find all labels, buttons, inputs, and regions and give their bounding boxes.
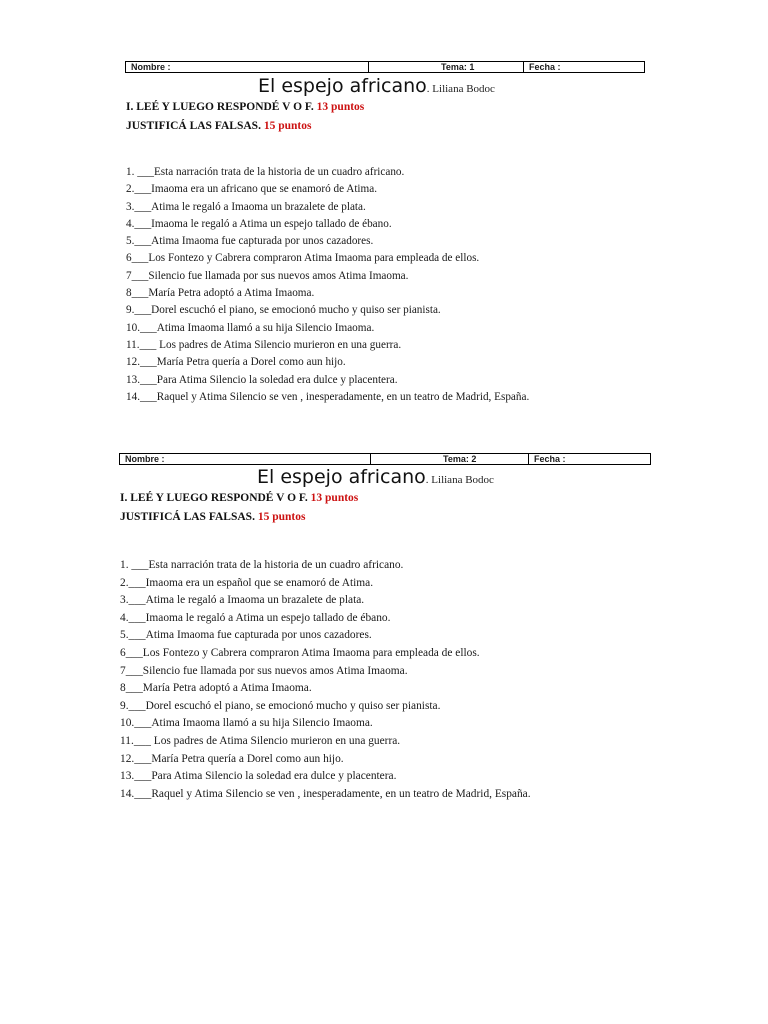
points-badge: 15 puntos	[257, 511, 306, 523]
instruction-justify	[120, 511, 305, 523]
name-field[interactable]: Nombre :	[131, 62, 171, 72]
question-item: 1. ___Esta narración trata de la historia de un cuadro africano.	[126, 166, 405, 178]
question-item: 7___Silencio fue llamada por sus nuevos amos Atima Imaoma.	[126, 269, 409, 282]
page-title: El espejo africano	[258, 75, 427, 97]
question-item: 11.___ Los padres de Atima Silencio murieron en una guerra.	[126, 338, 402, 351]
question-item: 13.___Para Atima Silencio la soledad era dulce y placentera.	[126, 373, 398, 386]
question-item: 13.___Para Atima Silencio la soledad era dulce y placentera.	[120, 770, 397, 783]
question-item: 11.___ Los padres de Atima Silencio murieron en una guerra.	[120, 734, 401, 747]
points-badge: 13 puntos	[310, 492, 359, 504]
question-item: 7___Silencio fue llamada por sus nuevos amos Atima Imaoma.	[120, 664, 408, 677]
question-item: 10.___Atima Imaoma llamó a su hija Silencio Imaoma.	[120, 717, 373, 730]
question-item: 3.___Atima le regaló a Imaoma un brazalete de plata.	[126, 200, 366, 213]
question-item: 8___María Petra adoptó a Atima Imaoma.	[120, 682, 312, 695]
question-item: 1. ___Esta narración trata de la historia de un cuadro africano.	[120, 559, 404, 571]
question-item: 12.___María Petra quería a Dorel como aun hijo.	[126, 356, 346, 369]
author-name: . Liliana Bodoc	[425, 474, 494, 486]
question-item: 9.___Dorel escuchó el piano, se emocionó mucho y quiso ser pianista.	[126, 304, 441, 317]
instruction-text: I. LEÉ Y LUEGO RESPONDÉ V O F.	[126, 101, 314, 113]
question-item: 6___Los Fontezo y Cabrera compraron Atima Imaoma para empleada de ellos.	[120, 646, 480, 659]
question-item: 12.___María Petra quería a Dorel como aun hijo.	[120, 752, 344, 765]
tema-label: Tema: 1	[368, 62, 523, 72]
question-list	[120, 557, 531, 803]
question-item: 2.___Imaoma era un español que se enamoró de Atima.	[120, 576, 374, 589]
question-item: 5.___Atima Imaoma fue capturada por unos cazadores.	[126, 235, 374, 248]
header-table	[119, 453, 651, 465]
question-item: 6___Los Fontezo y Cabrera compraron Atima Imaoma para empleada de ellos.	[126, 252, 480, 265]
instruction-text: I. LEÉ Y LUEGO RESPONDÉ V O F.	[120, 492, 308, 504]
instruction-text: JUSTIFICÁ LAS FALSAS.	[126, 120, 261, 132]
title-line	[258, 75, 495, 97]
question-item: 8___María Petra adoptó a Atima Imaoma.	[126, 287, 315, 300]
author-name: . Liliana Bodoc	[426, 83, 495, 95]
date-field[interactable]: Fecha :	[523, 62, 644, 72]
name-field[interactable]: Nombre :	[125, 454, 165, 464]
points-badge: 15 puntos	[263, 120, 312, 132]
question-list	[126, 164, 529, 406]
question-item: 3.___Atima le regaló a Imaoma un brazalete de plata.	[120, 594, 365, 607]
question-item: 9.___Dorel escuchó el piano, se emocionó mucho y quiso ser pianista.	[120, 699, 441, 712]
question-item: 4.___Imaoma le regaló a Atima un espejo tallado de ébano.	[120, 611, 391, 624]
instruction-true-false	[126, 101, 364, 113]
question-item: 14.___Raquel y Atima Silencio se ven , inesperadamente, en un teatro de Madrid, España.	[126, 390, 530, 403]
header-table	[125, 61, 645, 73]
tema-label: Tema: 2	[370, 454, 528, 464]
instruction-justify	[126, 120, 311, 132]
question-item: 4.___Imaoma le regaló a Atima un espejo tallado de ébano.	[126, 217, 392, 230]
question-item: 5.___Atima Imaoma fue capturada por unos cazadores.	[120, 629, 372, 642]
question-item: 10.___Atima Imaoma llamó a su hija Silencio Imaoma.	[126, 321, 375, 334]
date-field[interactable]: Fecha :	[528, 454, 650, 464]
points-badge: 13 puntos	[316, 101, 365, 113]
page-title: El espejo africano	[257, 466, 426, 488]
instruction-true-false	[120, 492, 358, 504]
question-item: 2.___Imaoma era un africano que se enamoró de Atima.	[126, 183, 378, 196]
title-line	[257, 466, 494, 488]
question-item: 14.___Raquel y Atima Silencio se ven , inesperadamente, en un teatro de Madrid, España.	[120, 787, 531, 800]
instruction-text: JUSTIFICÁ LAS FALSAS.	[120, 511, 255, 523]
